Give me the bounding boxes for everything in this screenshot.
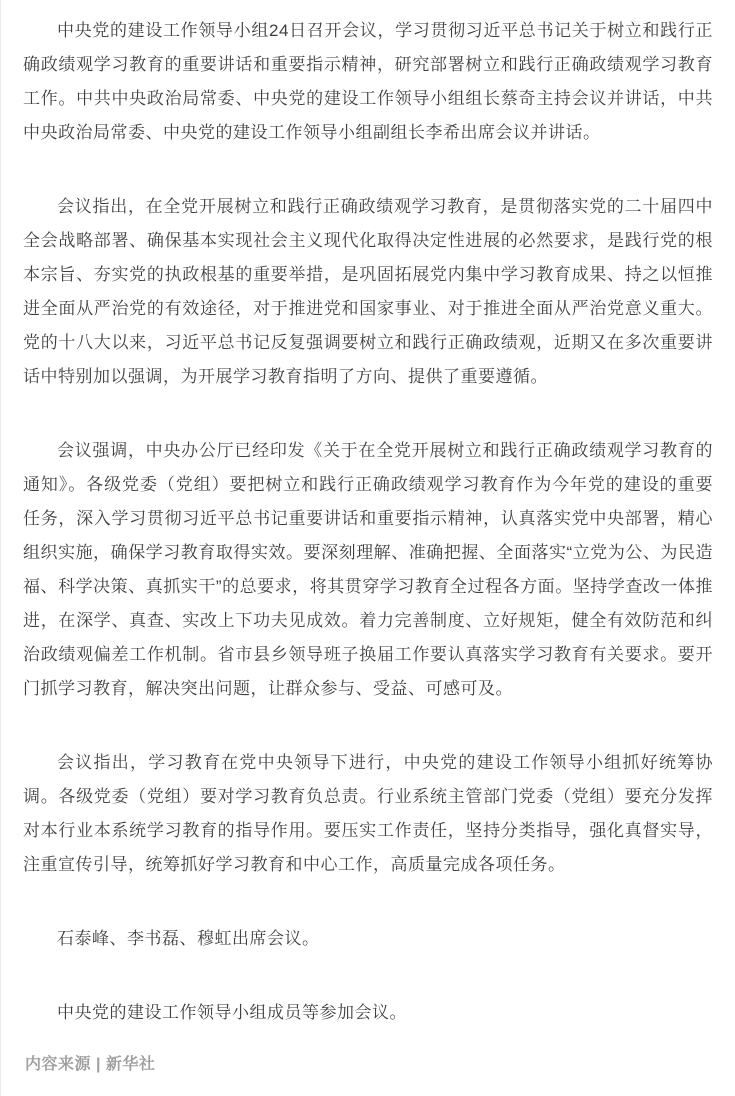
paragraph-meeting-pointed-out: 会议指出，在全党开展树立和践行正确政绩观学习教育，是贯彻落实党的二十届四中全会战略部署、确保基本实现社会主义现代化取得决定性进展的必然要求，是践行党的根本宗旨、夯实党的执政根基的重要举措，是巩固拓展党内集中学习教育成果、持之以恒推进全面从严治党的有效途径，对于推进党和国家事业、对于推进全面从严治党意义重大。党的十八大以来，习近平总书记反复强调要树立和践行正确政绩观，近期又在多次重要讲话中特别加以强调，为开展学习教育指明了方向、提供了重要遵循。 [23,197,713,386]
paragraph-attendees: 石泰峰、李书磊、穆虹出席会议。 [57,929,320,948]
content-source-label: 内容来源 | 新华社 [25,1056,156,1073]
paragraph-meeting-emphasized: 会议强调，中央办公厅已经印发《关于在全党开展树立和践行正确政绩观学习教育的通知》。各级党委（党组）要把树立和践行正确政绩观学习教育作为今年党的建设的重要任务，深入学习贯彻习近平总书记重要讲话和重要指示精神，认真落实党中央部署，精心组织实施，确保学习教育取得实效。要深刻理解、准确把握、全面落实“立党为公、为民造福、科学决策、真抓实干”的总要求，将其贯穿学习教育全过程各方面。坚持学查改一体推进，在深学、真查、实改上下功夫见成效。着力完善制度、立好规矩，健全有效防范和纠治政绩观偏差工作机制。省市县乡领导班子换届工作要认真落实学习教育有关要求。要开门抓学习教育，解决突出问题，让群众参与、受益、可感可及。 [23,441,713,698]
article-body [23,14,713,1030]
paragraph-work-requirements: 会议指出，学习教育在党中央领导下进行，中央党的建设工作领导小组抓好统筹协调。各级党委（党组）要对学习教育负总责。行业系统主管部门党委（党组）要充分发挥对本行业本系统学习教育的指导作用。要压实工作责任，坚持分类指导，强化真督实导，注重宣传引导，统筹抓好学习教育和中心工作，高质量完成各项任务。 [23,753,713,874]
paragraph-participants: 中央党的建设工作领导小组成员等参加会议。 [57,1003,407,1022]
paragraph-meeting-intro: 中央党的建设工作领导小组24日召开会议，学习贯彻习近平总书记关于树立和践行正确政绩观学习教育的重要讲话和重要指示精神，研究部署树立和践行正确政绩观学习教育工作。中共中央政治局常委、中央党的建设工作领导小组组长蔡奇主持会议并讲话，中共中央政治局常委、中央党的建设工作领导小组副组长李希出席会议并讲话。 [23,21,713,142]
